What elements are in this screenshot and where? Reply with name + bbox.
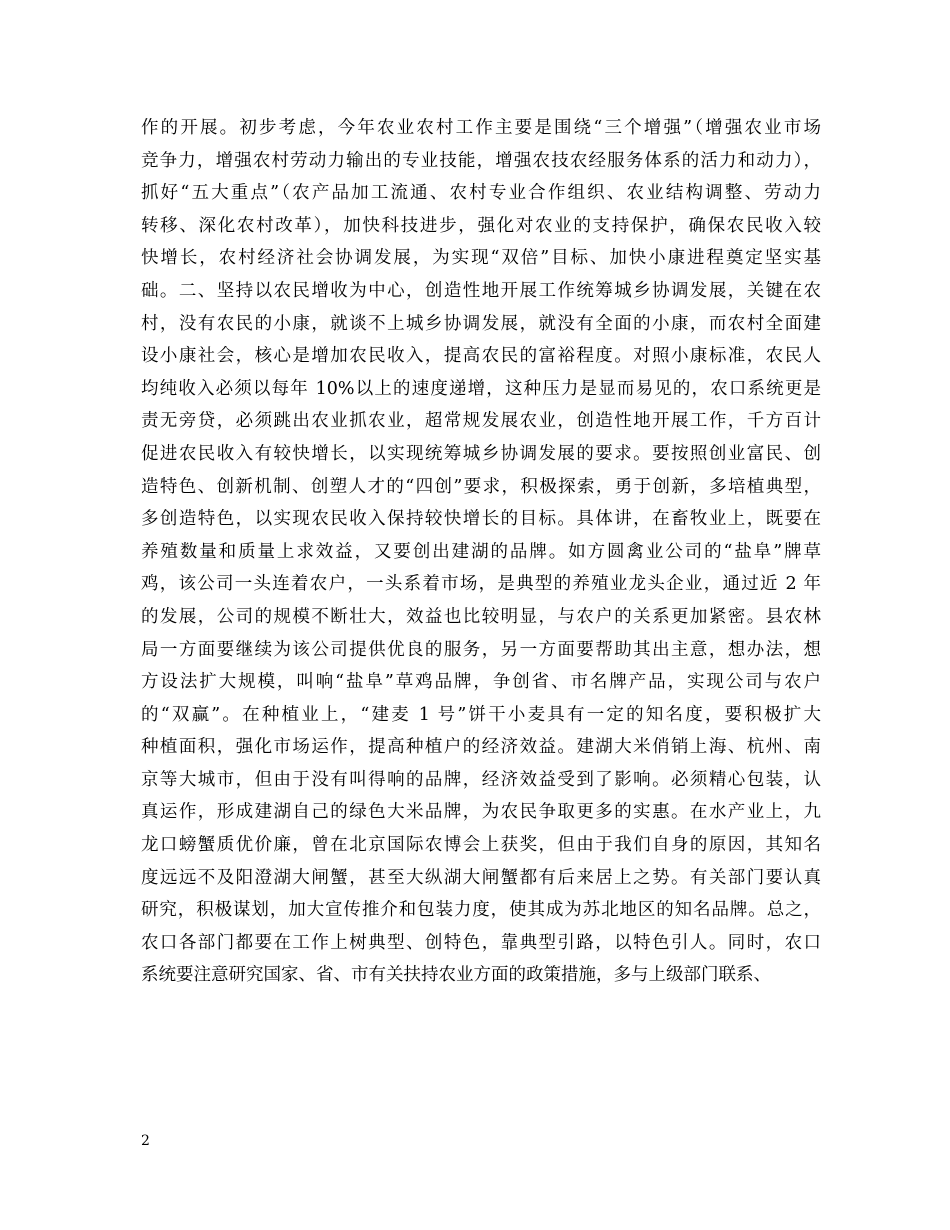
text-line: 京等大城市，但由于没有叫得响的品牌，经济效益受到了影响。必须精心包装，认 (141, 769, 821, 790)
text-line: 多创造特色，以实现农民收入保持较快增长的目标。具体讲，在畜牧业上，既要在 (141, 509, 821, 530)
text-line: 均纯收入必须以每年 10%以上的速度递增，这种压力是显而易见的，农口系统更是 (141, 378, 821, 399)
text-line: 研究，积极谋划，加大宣传推介和包装力度，使其成为苏北地区的知名品牌。总之， (141, 900, 821, 921)
text-line: 养殖数量和质量上求效益，又要创出建湖的品牌。如方圆禽业公司的“盐阜”牌草 (141, 541, 821, 562)
text-line: 系统要注意研究国家、省、市有关扶持农业方面的政策措施，多与上级部门联系、 (141, 965, 771, 986)
text-line: 度远远不及阳澄湖大闸蟹，甚至大纵湖大闸蟹都有后来居上之势。有关部门要认真 (141, 867, 821, 888)
text-line: 真运作，形成建湖自己的绿色大米品牌，为农民争取更多的实惠。在水产业上，九 (141, 802, 821, 823)
text-line: 龙口螃蟹质优价廉，曾在北京国际农博会上获奖，但由于我们自身的原因，其知名 (141, 835, 821, 856)
text-line: 的发展，公司的规模不断壮大，效益也比较明显，与农户的关系更加紧密。县农林 (141, 606, 821, 627)
text-line: 抓好“五大重点”（农产品加工流通、农村专业合作组织、农业结构调整、劳动力 (141, 183, 821, 204)
text-line: 的“双赢”。在种植业上，“建麦 1 号”饼干小麦具有一定的知名度，要积极扩大 (141, 704, 821, 725)
text-line: 方设法扩大规模，叫响“盐阜”草鸡品牌，争创省、市名牌产品，实现公司与农户 (141, 672, 821, 693)
text-line: 设小康社会，核心是增加农民收入，提高农民的富裕程度。对照小康标准，农民人 (141, 346, 821, 367)
text-line: 作的开展。初步考虑，今年农业农村工作主要是围绕“三个增强”（增强农业市场 (141, 118, 821, 138)
text-line: 农口各部门都要在工作上树典型、创特色，靠典型引路，以特色引人。同时，农口 (141, 932, 821, 953)
text-line: 础。二、坚持以农民增收为中心，创造性地开展工作统筹城乡协调发展，关键在农 (141, 280, 821, 301)
text-line: 快增长，农村经济社会协调发展，为实现“双倍”目标、加快小康进程奠定坚实基 (141, 248, 821, 269)
text-line: 鸡，该公司一头连着农户，一头系着市场，是典型的养殖业龙头企业，通过近 2 年 (141, 574, 821, 595)
text-line: 局一方面要继续为该公司提供优良的服务，另一方面要帮助其出主意，想办法，想 (141, 639, 821, 660)
text-line: 转移、深化农村改革），加快科技进步，强化对农业的支持保护，确保农民收入较 (141, 215, 821, 236)
text-line: 责无旁贷，必须跳出农业抓农业，超常规发展农业，创造性地开展工作，千方百计 (141, 411, 821, 432)
text-line: 村，没有农民的小康，就谈不上城乡协调发展，就没有全面的小康，而农村全面建 (141, 313, 821, 334)
text-line: 竞争力，增强农村劳动力输出的专业技能，增强农技农经服务体系的活力和动力）， (141, 150, 821, 171)
page-number: 2 (141, 1133, 150, 1149)
text-line: 促进农民收入有较快增长，以实现统筹城乡协调发展的要求。要按照创业富民、创 (141, 443, 821, 464)
text-line: 种植面积，强化市场运作，提高种植户的经济效益。建湖大米俏销上海、杭州、南 (141, 737, 821, 758)
text-line: 造特色、创新机制、创塑人才的“四创”要求，积极探索，勇于创新，多培植典型， (141, 476, 821, 497)
body-text (141, 112, 821, 992)
